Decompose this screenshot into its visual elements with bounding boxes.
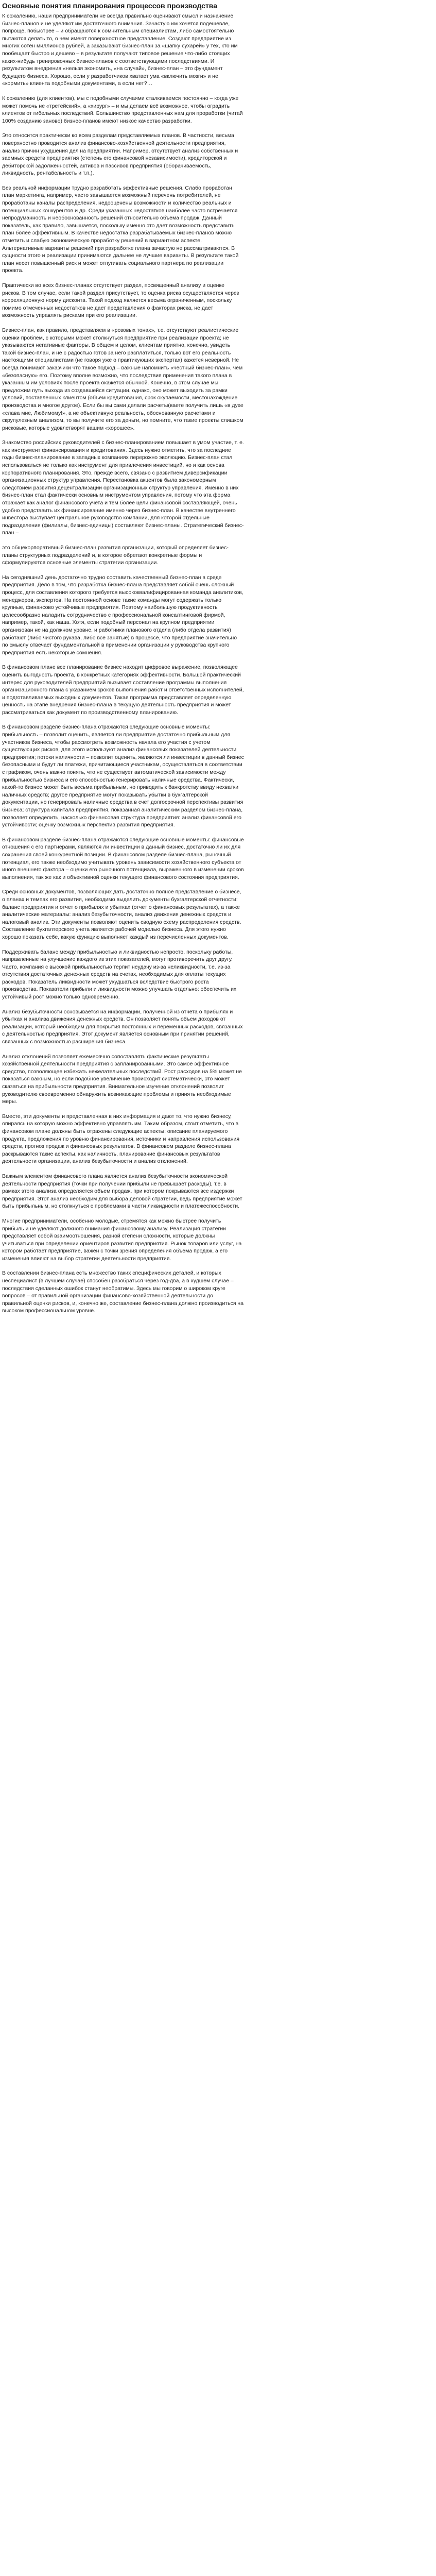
paragraph: Знакомство российских руководителей с бизнес-планированием повышает в умом участие, т. е. как инструмент финансирования и кредитования. Здесь нужно отметить, что за последние годы бизнес-планирование в западных компаниях перерожно эволюцию. Бизнес-план стал использоваться не только как инструмент для привлечения инвестиций, но и как основа корпоративного планирования. Это, прежде всего, связано с развитием диверсификации организационных структур управления. Перестановка акцентов была закономерным следствием развития децентрализации организационных структур управления. Именно в них бизнес-план стал фактически основным инструментом управления, потому что эта форма отражает как аналог финансового учета и тем более цели финансовой составляющей, очень удобно представить их финансирование именно через бизнес-план. В качестве внутреннего инвестора выступает центральное руководство компании, для которой отдельные подразделения (филиалы, бизнес-единицы) составляют бизнес-планы. Стратегический бизнес-план – <box>2 439 244 536</box>
paragraph: Важным элементом финансового плана является анализ безубыточности экономической деятельности предприятия (точки при получении прибыли не превышает расходы), т.е. в рамках этого анализа определяется объем продаж, при котором покрываются все издержки предприятия. Этот анализ необходим для выбора деловой стратегии, ведь предприятие может быть прибыльным, но столкнуться с проблемами в части ликвидности и платежеспособности. <box>2 1173 242 1210</box>
paragraph: Многие предприниматели, особенно молодые, стремятся как можно быстрее получить прибыль и не уделяют должного внимания финансовому анализу. Реализация стратегии представляет собой взаимоотношения, разной степени сложности, которые должны учитываться при определении ориентиров развития предприятия. Рынок товаров или услуг, на котором работает предприятие, важен с точки зрения определения объема продаж, а его изменения влияют на выбор стратегии деятельности предприятия. <box>2 1217 242 1262</box>
paragraph: Анализ отклонений позволяет ежемесячно сопоставлять фактические результаты хозяйственной деятельности предприятия с запланированными. Это самое эффективное средство, позволяющее избежать нежелательных последствий. Рост расходов на 5% может не показаться важным, но если подобное увеличение происходит систематически, это может сказаться на прибыльности предприятия. Внимательное изучение отклонений позволит руководителю своевременно обнаружить возникающие проблемы и принять необходимые меры. <box>2 1053 242 1105</box>
paragraph: Практически во всех бизнес-планах отсутствует раздел, посвященный анализу и оценке рисков. В том случае, если такой раздел присутствует, то оценка риска осуществляется через корреляционную норму дисконта. Такой подход является весьма ограниченным, поскольку помимо отмеченных недостатков не дает представления о факторах риска, не дает возможность управлять рисками при его реализации. <box>2 282 239 319</box>
paragraph: Анализ безубыточности основывается на информации, полученной из отчета о прибылях и убытках и анализа движения денежных средств. Он позволяет понять объем доходов от реализации, который необходим для покрытия постоянных и переменных расходов, связанных с деятельностью предприятия. Этот документ является основным при принятии решений, связанных с возможностью расширения бизнеса. <box>2 1008 243 1045</box>
paragraph: Без реальной информации трудно разработать эффективные решения. Слабо проработан план маркетинга, например, часто завышается возможный перечень потребителей, не проработаны каналы распределения, недооценены возможности и количество реальных и потенциальных конкурентов и др. Среди указанных недостатков наиболее часто встречается непродуманность и необоснованность решений относительно объема продаж. Данный показатель, как правило, завышается, поскольку именно это дает возможность представить план более эффективным. В качестве недостатка разрабатываемых бизнес-планов можно отметить и слабую экономическую проработку решений в вариантном аспекте. Альтернативные варианты решений при разработке плана зачастую не рассматриваются. В сущности этого и реализации принимаются дальнее не лучшие варианты. В результате такой план несет повышенный риск и может отпугивать социального партнера по реализации проекта. <box>2 184 239 274</box>
paragraph: В финансовом плане все планирование бизнес находит цифровое выражение, позволяющее оценить выгодность проекта, в конкретных категориях эффективности. Большой практический интерес для руководителей предприятий вызывает составление программы выполнения организационного плана с указанием сроков выполнения работ и ответственных исполнителей, и подготавливаемых выходных документов. Такая программа представляет определенную ценность на этапе внедрения бизнес-плана в текущую деятельность предприятия и может рассматриваться как документ по производственному планированию. <box>2 664 244 716</box>
paragraph: Бизнес-план, как правило, представляем в «розовых тонах», т.е. отсутствуют реалистические оценки проблем, с которыми может столкнуться предприятие при реализации проекта; не указываются негативные факторы. В общем и целом, клиентам приятно, конечно, увидеть такой бизнес-план, и не с радостью готов за него расплатиться, только вот его реальность настоящими специалистами (не говоря уже о практикующих экспертах) кажется неверной. Не всегда понимают заказчики что такое подход – важные напомнить «честный бизнес-план», чем «безопасную» его. Поэтому вполне возможно, что последствия применения такого плана в указанным им условиях после проекта окажется обычной. Конечно, в этом случае мы предложим путь выхода из создавшейся ситуации, однако, оно может выходить за рамки условий, поставленных клиентом (объем кредитования, срок окупаемости, местонахождение производства и многое другое). Если бы вы сами делали расчеты(ваете получить лишь «в духе «слава мне, Любимому!», а не объективную реальность, обоснованную расчетами и скрупулезным анализом, то вы получите его за деньги, но помните, что такие проекты слишком рисковые, которые удовлетворят вашим «хорошее». <box>2 327 243 431</box>
page-title: Основные понятия планирования процессов производства <box>2 2 218 10</box>
paragraph: Поддерживать баланс между прибыльностью и ликвидностью непросто, поскольку работы, направленные на улучшение каждого из этих показателей, могут противоречить друг другу. Часто, компания с высокой прибыльностью терпит неудачу из-за неликвидности, т.е. из-за отсутствия достаточных денежных средств на счетах, необходимых для оплаты текущих расходов. Показатель ликвидности может ухудшаться вследствие быстрого роста производства. Показатели прибыли и ликвидности можно улучшать отдельно: обеспечить их устойчивый рост можно только одновременно. <box>2 948 237 1001</box>
paragraph: К сожалению, наши предприниматели не всегда правильно оценивают смысл и назначение бизнес-планов и не уделяют им достаточного внимания. Зачастую им хочется подешевле, попроще, побыстрее – и обращаются к сомнительным специалистам, либо самостоятельно пытаются делать то, о чем имеют поверхностное представление. Создают предприятие из многих сотен миллионов рублей, а заказывают бизнес-план за «шапку сухарей» у тех, кто им пообещает быстро и дешево – в результате получают типовое решение что-либо стоящих каких-нибудь тренировочных бизнес-планов с соответствующими последствиями. И результатом внедрения «нельзя экономить, «на случай», бизнес-план – это фундамент будущего бизнеса. Хорошо, если у разработчиков хватает ума «включить мозги» и не «кормить» клиента подобными документами, а если нет?… <box>2 13 238 87</box>
paragraph: Это относится практически ко всем разделам представляемых планов. В частности, весьма поверхностно проводится анализ финансово-хозяйственной деятельности предприятия, анализ причин ухудшения дел на предприятии. Например, отсутствует анализ собственных и заемных средств предприятия (степень его финансовой независимости), кредиторской и дебиторской задолженностей, активов и пассивов предприятия (оборачиваемость, ликвидность, рентабельность и т.п.). <box>2 132 238 177</box>
paragraph: это общекорпоративный бизнес-план развития организации, который определяет бизнес-планы структурных подразделений и, в которое обретают конкретные формы и сформулируются основные элементы стратегии организации. <box>2 545 229 566</box>
paragraph: В финансовом разделе бизнес-плана отражаются следующие основные моменты: финансовые отношения с его партнерами, являются ли инвестиции в данный бизнес, достаточно ли их для сохранения своей конкурентной позиции. В финансовом разделе бизнес-плана, рыночный потенциал, его также необходимо учитывать уровень зависимости хозяйственного субъекта от иного внешнего фактора – оценки его рыночного потенциала, выраженного в изменении сроков выполнения, так же как и объективной оценки текущего финансового состояния предприятия. <box>2 836 244 880</box>
paragraph: На сегодняшний день достаточно трудно составить качественный бизнес-план в среде предприятия. Дело в том, что разработка бизнес-плана представляет собой очень сложный процесс, для составления которого требуется высококвалифицированная команда аналитиков, менеджеров, экспертов. На постоянной основе такие команды могут содержать только крупные, финансово устойчивые предприятия. Поэтому наибольшую продуктивность целесообразно наладить сотрудничество с профессиональной консалтинговой фирмой, например, такой, как наша. Хотя, если подобный персонал на крупном предприятии организован не на должном уровне, и работники планового отдела (либо отдела развития) работают (либо чистого рукава, либо все занятые) в процессе, что предприятие значительно по смыслу отвечает фундаментальной в применении организации у руководства крупного предприятия есть некоторые сомнения. <box>2 574 243 656</box>
paragraph: Среди основных документов, позволяющих дать достаточно полное представление о бизнесе, о планах и темпах его развития, необходимо выделить документы бухгалтерской отчетности: баланс предприятия и отчет о прибылях и убытках (отчет о финансовых результатах), а также аналитические материалы: анализ безубыточности, анализ движения денежных средств и налоговый анализ. Эти документы позволяют оценить сводную схему распределения средств. Составление бухгалтерского учета является рабочей моделью бизнеса. Для этого нужно хорошо показать себе, какую функцию выполняет каждый из перечисленных документов. <box>2 889 241 940</box>
paragraph: В финансовом разделе бизнес-плана отражаются следующие основные моменты: прибыльность – позволит оценить, является ли предприятие достаточно прибыльным для участников бизнеса, чтобы рассмотреть возможность начала его участия с учетом существующих рисков, для этого используют анализ финансовых показателей деятельности предприятия; потоки наличности – позволит оценить, являются ли инвестиции в данный бизнес безопасными и будут ли платежи, причитающиеся участникам, осуществляться в соответствии с графиком, очень важно понять, что не существует автоматической зависимости между прибыльностью бизнеса и его способностью генерировать наличные средства. Фактически, какой-то бизнес может быть весьма прибыльным, но приводить к банкротству ввиду нехватки наличных средств; другое предприятие могут показывать убытки в бухгалтерской документации, но генерировать наличные средства в счет долгосрочной перспективы развития бизнеса; структура капитала предприятия, показанная аналитическим разделом бизнес-плана, позволяет определить, насколько финансовая структура предприятия: анализ финансовой его устойчивости; оценку возможных перспектив развития предприятия. <box>2 724 244 828</box>
paragraph: Вместе, эти документы и представленная в них информация и дают то, что нужно бизнесу, опираясь на которую можно эффективно управлять им. Таким образом, стоит отметить, что в финансовом плане должны быть отражены следующие аспекты: описание планируемого продукта, предложения по уровню финансирования, источники и направления использования средств, прогноз продаж и финансовых результатов. В финансовом разделе бизнес-плана раскрываются такие аспекты, как наличность, планирование финансовых результатов деятельности организации, анализ безубыточности и анализ отклонений. <box>2 1113 240 1165</box>
article-body <box>2 12 244 1315</box>
paragraph: К сожалению (для клиентов), мы с подобными случаями сталкиваемся постоянно – когда уже может помочь не «третейский», а «хирург» – и мы делаем всё возможное, чтобы оградить клиентов от гибельных последствий. Большинство представленных нам для проработки (читай 100% созданию заново) бизнес-планов имеют низкое качество разработки. <box>2 95 243 124</box>
paragraph: В составлении бизнес-плана есть множество таких специфических деталей, и которых неспециалист (в лучшем случае) способен разобраться через год-два, а в худшем случае – последствия сделанных ошибок станут необратимы. Здесь мы говорим о широком круге вопросов – от правильной организации финансово-хозяйственной деятельности до правильной оценки рисков, и, конечно же, составление бизнес-плана должно производиться на высоком профессиональном уровне. <box>2 1270 244 1314</box>
